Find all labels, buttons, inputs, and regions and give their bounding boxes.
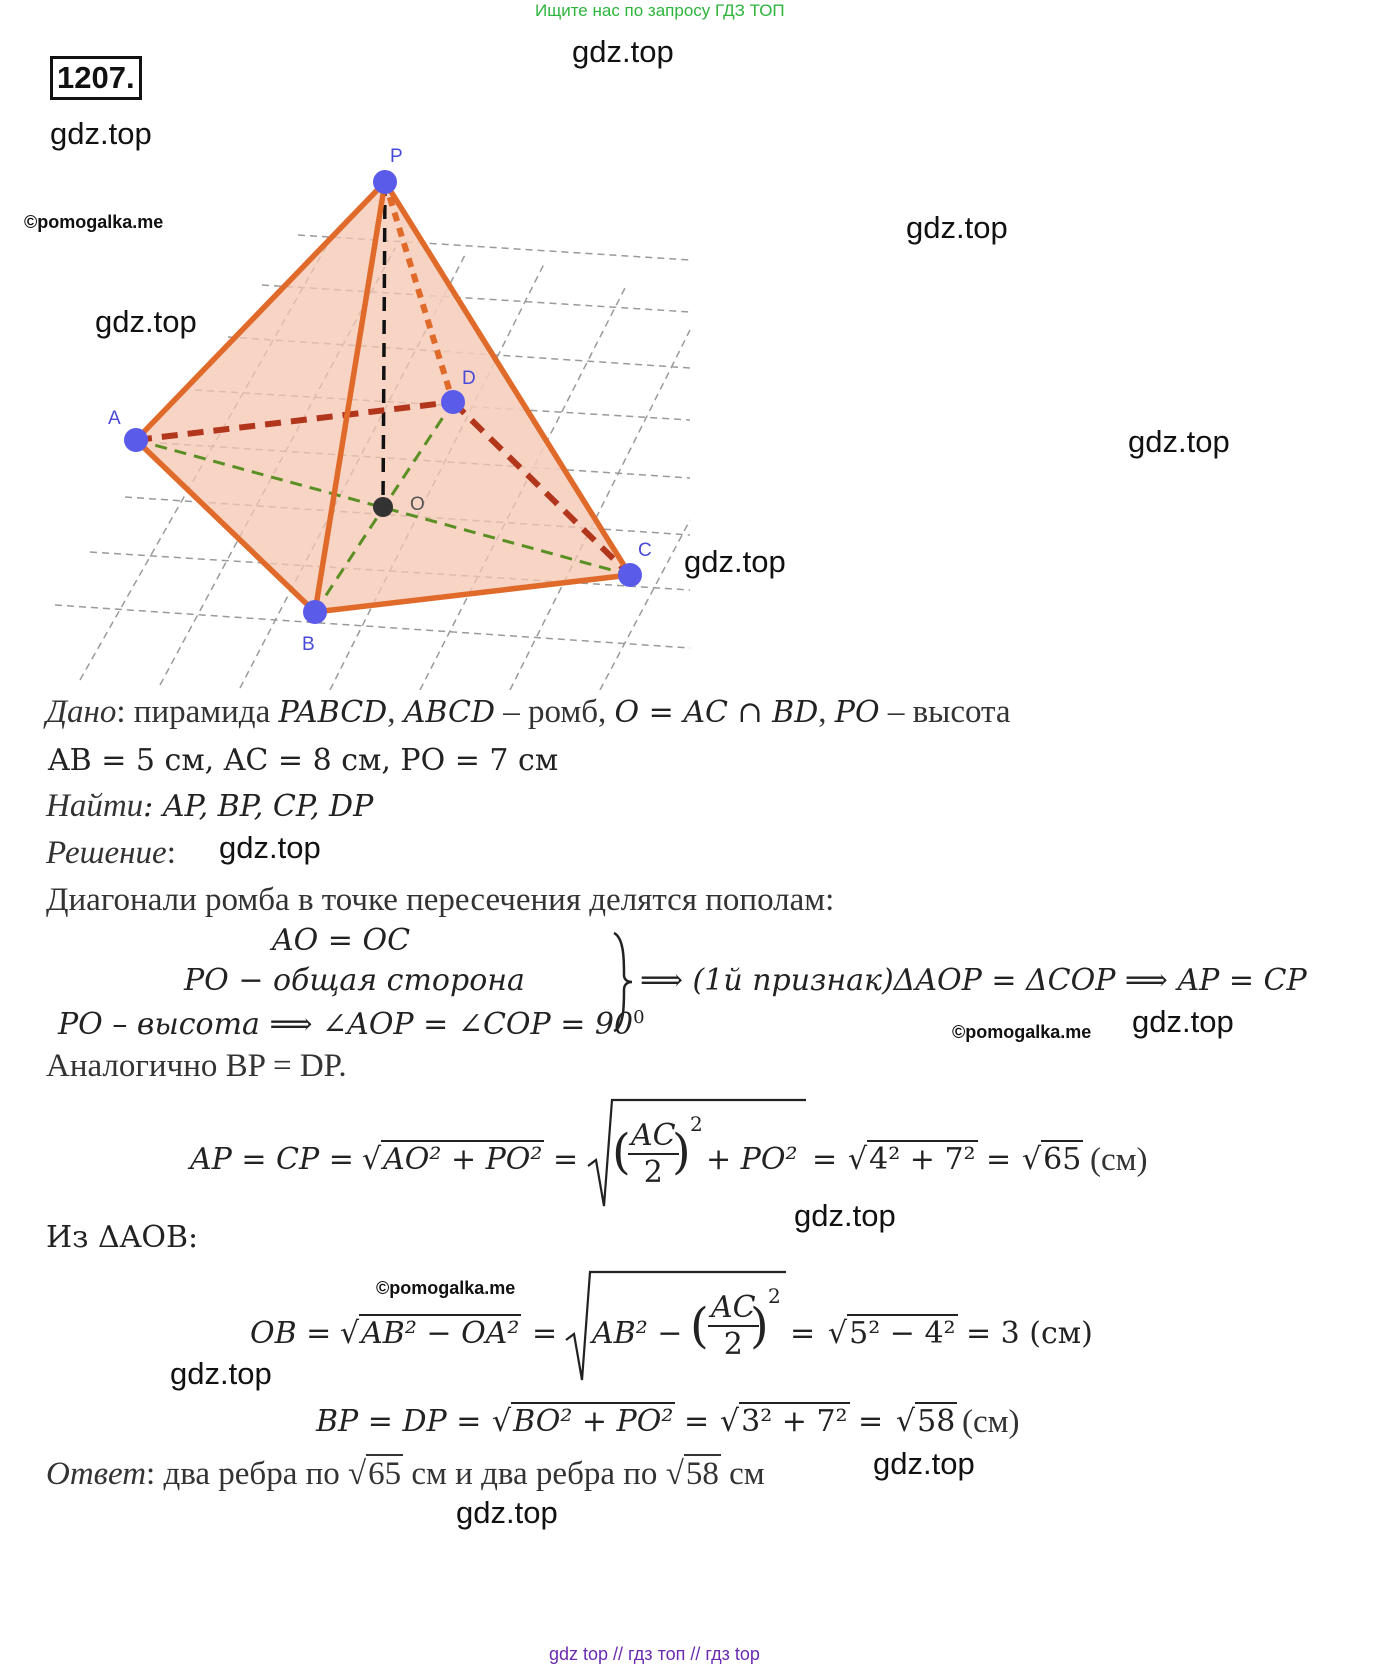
vertex-a — [124, 428, 148, 452]
watermark-gdz: gdz.top — [50, 116, 152, 151]
watermark-gdz: gdz.top — [1128, 424, 1230, 459]
solution-statement: Диагонали ромба в точке пересечения делятся пополам: — [46, 882, 835, 918]
top-banner[interactable]: Ищите нас по запросу ГДЗ ТОП — [535, 1, 785, 20]
pyramid-figure — [40, 140, 720, 690]
formula3-root3: √58 — [896, 1404, 956, 1439]
label-c: C — [638, 540, 652, 561]
label-p: P — [390, 146, 403, 167]
formula1-fraction: $\frac{AC}{2}$ — [628, 1118, 679, 1190]
system-conclusion: ⟹ (1й признак)ΔAOP = ΔCOP ⟹ AP = CP — [640, 963, 1307, 998]
formula2-fraction: $\frac{AC}{2}$ — [708, 1290, 759, 1362]
label-d: D — [462, 368, 476, 389]
formula2-paren-left: ( — [690, 1298, 709, 1354]
given-measures: AB = 5 см, AC = 8 см, PO = 7 см — [48, 743, 559, 778]
formula1-eq: = — [553, 1142, 579, 1177]
formula2-paren-right: ) — [750, 1298, 769, 1354]
formula3-unit: (см) — [962, 1404, 1020, 1440]
formula2-eq: = — [532, 1316, 558, 1351]
formula1-power: 2 — [690, 1112, 703, 1136]
formula1-root3: √4² + 7² — [848, 1142, 976, 1177]
formula1-unit: (см) — [1090, 1142, 1148, 1178]
formula1-eq2: = — [812, 1142, 838, 1177]
formula1-paren-right: ) — [672, 1124, 691, 1180]
system-brace — [610, 930, 636, 1034]
watermark-pomogalka: ©pomogalka.me — [952, 1022, 1092, 1042]
system-line-2: PO − общая сторона — [184, 963, 525, 998]
point-o — [373, 497, 393, 517]
vertex-d — [441, 390, 465, 414]
formula2-root1: √AB² − OA² — [340, 1316, 520, 1351]
vertex-c — [618, 563, 642, 587]
watermark-gdz: gdz.top — [794, 1198, 896, 1233]
formula1-paren-left: ( — [612, 1124, 631, 1180]
formula2-lhs: OB = — [250, 1316, 332, 1351]
vertex-b — [303, 600, 327, 624]
analog-line: Аналогично BP = DP. — [46, 1048, 347, 1084]
formula1-eq3: = — [986, 1142, 1012, 1177]
formula1-root1: √AO² + PO² — [362, 1142, 543, 1177]
formula2-eq2: = — [790, 1316, 816, 1351]
footer-links[interactable]: gdz top // гдз топ // гдз top — [549, 1644, 760, 1664]
problem-number: 1207. — [50, 56, 142, 100]
height-po — [383, 182, 385, 507]
label-o: O — [410, 494, 425, 515]
watermark-pomogalka: ©pomogalka.me — [376, 1278, 516, 1298]
watermark-gdz: gdz.top — [873, 1446, 975, 1481]
system-line-1: AO = OC — [272, 923, 411, 958]
find-line: Найти: AP, BP, CP, DP — [46, 788, 374, 824]
formula2-result: = 3 (см) — [966, 1316, 1093, 1351]
formula1-root4: √65 — [1022, 1142, 1082, 1177]
watermark-gdz: gdz.top — [572, 34, 674, 69]
watermark-gdz: gdz.top — [906, 210, 1008, 245]
watermark-gdz: gdz.top — [170, 1356, 272, 1391]
formula3-root2: √3² + 7² — [720, 1404, 848, 1439]
solution-label: Решение: — [46, 835, 176, 871]
label-b: B — [302, 634, 315, 655]
vertex-p — [373, 170, 397, 194]
formula2-power: 2 — [768, 1284, 781, 1308]
watermark-gdz: gdz.top — [1132, 1004, 1234, 1039]
from-triangle: Из ΔAOB: — [46, 1220, 199, 1255]
formula1-lhs: AP = CP = — [190, 1142, 354, 1177]
watermark-pomogalka: ©pomogalka.me — [24, 212, 164, 232]
formula3-root1: √BO² + PO² — [492, 1404, 674, 1439]
answer-line: Ответ: два ребра по √65 см и два ребра по √58 см — [46, 1456, 765, 1492]
formula2-root3: √5² − 4² — [828, 1316, 956, 1351]
formula3-eq2: = — [858, 1404, 884, 1439]
formula3-eq: = — [684, 1404, 710, 1439]
watermark-gdz: gdz.top — [684, 544, 786, 579]
watermark-gdz: gdz.top — [456, 1495, 558, 1530]
formula3-lhs: BP = DP = — [316, 1404, 482, 1439]
given-line: Дано: пирамида PABCD, ABCD – ромб, O = AC ∩ BD, PO – высота — [46, 694, 1011, 730]
system-line-3: PO – высота ⟹ ∠AOP = ∠COP = $90^0$ — [58, 1007, 645, 1042]
formula2-inner-lhs: AB² − — [592, 1316, 683, 1351]
label-a: A — [108, 408, 121, 429]
formula1-plus: + PO² — [706, 1142, 798, 1177]
watermark-gdz: gdz.top — [219, 830, 321, 865]
watermark-gdz: gdz.top — [95, 304, 197, 339]
